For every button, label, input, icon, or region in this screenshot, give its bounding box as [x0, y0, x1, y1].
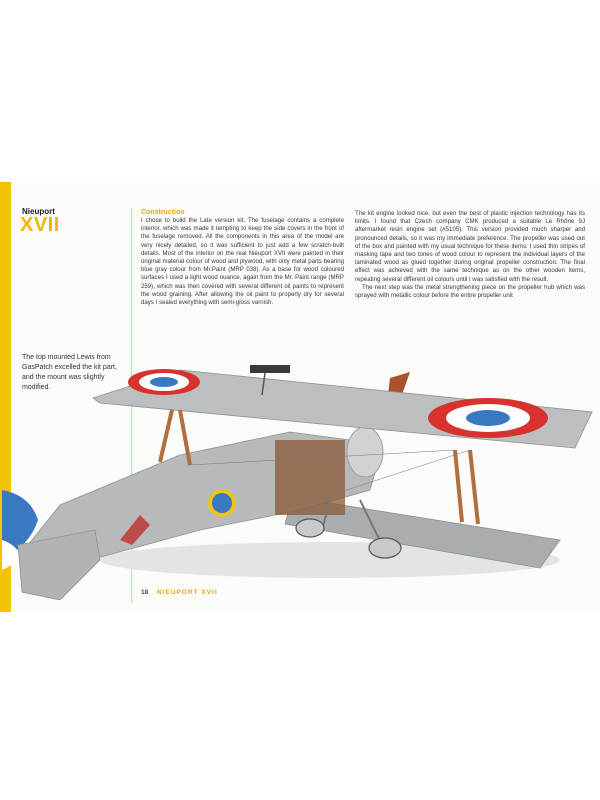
column-2-paragraph-1: The kit engine looked nice, but even the best of plastic injection technology has its limits. I found that Czech company CMK produced a suitable Le Rhône 9J aftermarket resin engine set (#5105). This version provided much sharper and pronounced details, so it was my immediate preference. The propeller was used out of the box and painted with my usual technique for these items: I used thin stripes of masking tape and two tones of wood colour to represent the individual layers of the laminated wood as glued together during original propeller construction. The final effect was achieved with the same technique as on the other wooden items, repeating several different oil colours until I was satisfied with the result.	[355, 210, 585, 283]
page-number: 18	[141, 589, 149, 596]
column-1-text: I chose to build the Late version kit. The fuselage contains a complete interior, which was made it tempting to keep the side covers in the front of the fuselage removed. All the components in this area of the model are very nicely detailed, so it was sufficient to just add a few scratch-built details. Most of the interior on the real Nieuport XVII were painted in their original material colour of wood and plywood, with only metal parts bearing blue gray colour from Mr.Paint (MRP 038). As a base for wood coloured surfaces I used a light wood nuance, again from the Mr. Paint range (MRP 259), which was then covered with several different oil paints to represent the wood graining. After allowing the oil paint to properly dry for several days I sealed everything with semi-gloss varnish.	[141, 217, 344, 307]
column-2-paragraph-2: The next step was the metal strengthening piece on the propeller hub which was sprayed with metallic colour before the entire propeller unit	[355, 283, 585, 300]
wheel-right	[369, 538, 401, 558]
tailplane	[18, 530, 100, 600]
strut-left-rear	[160, 410, 172, 462]
running-title: NIEUPORT XVII	[157, 589, 218, 596]
photo-caption: The top mounted Lewis from GasPatch excelled the kit part, and the mount was slightly modified.	[22, 354, 117, 391]
strut-right-front	[455, 450, 462, 522]
engine-cowling	[347, 427, 383, 477]
fuselage-roundel-center	[212, 493, 232, 513]
wing-roundel-left-center	[150, 377, 178, 387]
wheel-left	[296, 519, 324, 537]
header-kicker: Nieuport	[22, 207, 55, 216]
section-heading: Construction	[141, 209, 185, 216]
cockpit-interior	[275, 440, 345, 515]
text-column-2	[355, 210, 585, 300]
page-title: XVII	[20, 214, 60, 236]
wing-roundel-right-center	[466, 410, 510, 426]
nieuport-model-photo	[0, 340, 600, 600]
text-column-1	[141, 208, 344, 307]
strut-right-rear	[470, 450, 478, 524]
lewis-gun	[250, 365, 290, 373]
